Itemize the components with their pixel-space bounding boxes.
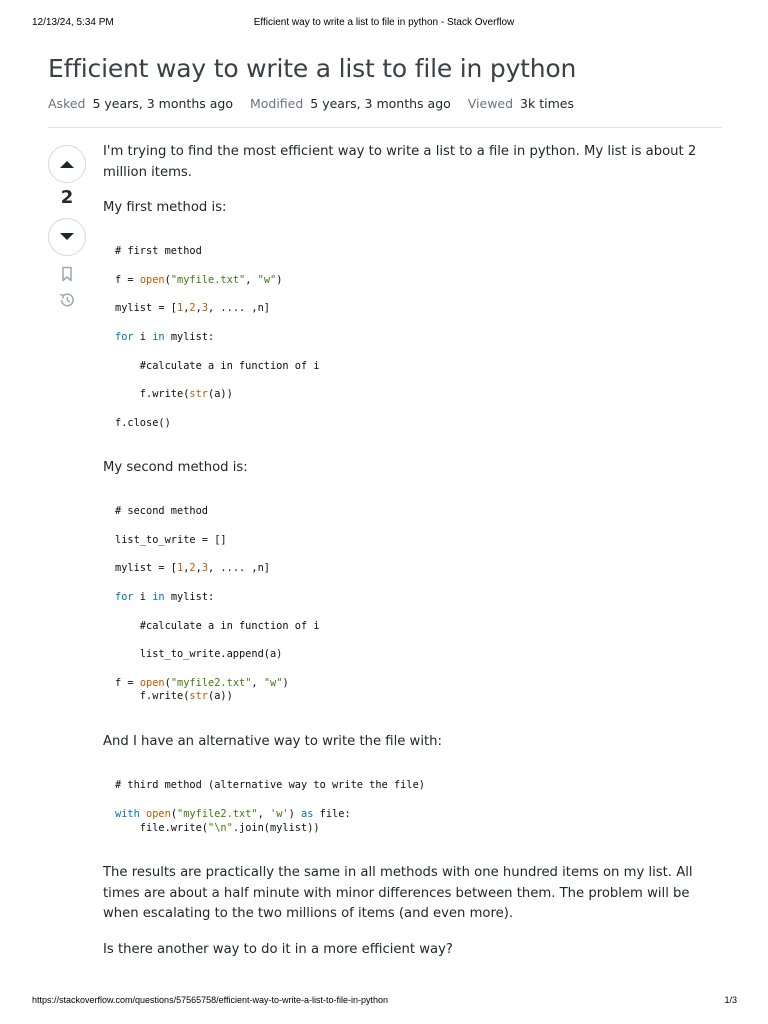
code-line: for i in mylist: xyxy=(115,591,215,603)
code-line: # third method (alternative way to write the file) xyxy=(115,779,425,791)
viewed-label: Viewed xyxy=(467,96,514,111)
code-line: #calculate a in function of i xyxy=(115,360,320,372)
code-line: # second method xyxy=(115,505,208,517)
intro-paragraph xyxy=(103,142,703,183)
code-line: mylist = [1,2,3, .... ,n] xyxy=(115,302,271,314)
downvote-button[interactable] xyxy=(48,218,86,256)
intro-line-1: I'm trying to find the most efficient way to write a list to a file in python. My list is about 2 xyxy=(103,144,697,159)
code-line: mylist = [1,2,3, .... ,n] xyxy=(115,562,271,574)
code-line: for i in mylist: xyxy=(115,331,215,343)
print-footer xyxy=(0,995,768,1009)
history-icon[interactable] xyxy=(58,291,76,309)
code-line: list_to_write = [] xyxy=(115,534,227,546)
upvote-button[interactable] xyxy=(48,145,86,183)
arrow-up-icon xyxy=(59,159,75,169)
code-block-1 xyxy=(115,244,320,429)
question-meta xyxy=(48,96,587,111)
code-line: with open("myfile2.txt", 'w') as file: xyxy=(115,808,351,820)
intro-line-2: million items. xyxy=(103,164,192,180)
asked-value: 5 years, 3 months ago xyxy=(92,96,233,111)
results-line-2: times are about a half minute with minor differences between them. The problem will be xyxy=(103,885,690,901)
code-line: f.write(str(a)) xyxy=(115,388,233,400)
question-title[interactable]: Efficient way to write a list to file in python xyxy=(48,54,577,83)
header-divider xyxy=(48,127,722,128)
code-line: f.write(str(a)) xyxy=(115,690,233,702)
code-line: # first method xyxy=(115,245,202,257)
code-line: f.close() xyxy=(115,417,171,429)
results-line-3: when escalating to the two millions of items (and even more). xyxy=(103,906,514,921)
code-block-2 xyxy=(115,504,320,702)
code-line: f = open("myfile2.txt", "w") xyxy=(115,677,289,689)
print-header xyxy=(0,17,768,31)
code-line: #calculate a in function of i xyxy=(115,620,320,632)
code-block-3 xyxy=(115,778,425,834)
arrow-down-icon xyxy=(59,232,75,242)
print-url: https://stackoverflow.com/questions/57565758/efficient-way-to-write-a-list-to-file-in-python xyxy=(32,995,388,1005)
modified-label: Modified xyxy=(249,96,304,111)
second-method-label: My second method is: xyxy=(103,460,248,475)
bookmark-icon[interactable] xyxy=(58,265,76,283)
print-page-number: 1/3 xyxy=(724,995,737,1005)
code-line: f = open("myfile.txt", "w") xyxy=(115,274,283,286)
results-paragraph xyxy=(103,863,703,925)
modified-value[interactable]: 5 years, 3 months ago xyxy=(310,96,451,111)
code-line: file.write("\n".join(mylist)) xyxy=(115,822,320,834)
first-method-label: My first method is: xyxy=(103,200,227,215)
alternative-label: And I have an alternative way to write the file with: xyxy=(103,734,442,749)
code-line: list_to_write.append(a) xyxy=(115,648,283,660)
question-line: Is there another way to do it in a more efficient way? xyxy=(103,942,453,957)
print-doc-title: Efficient way to write a list to file in python - Stack Overflow xyxy=(253,17,515,28)
asked-label: Asked xyxy=(48,96,86,111)
print-date: 12/13/24, 5:34 PM xyxy=(32,17,114,28)
vote-count: 2 xyxy=(60,187,74,208)
results-line-1: The results are practically the same in all methods with one hundred items on my list. All xyxy=(103,865,693,880)
viewed-value: 3k times xyxy=(520,96,574,111)
